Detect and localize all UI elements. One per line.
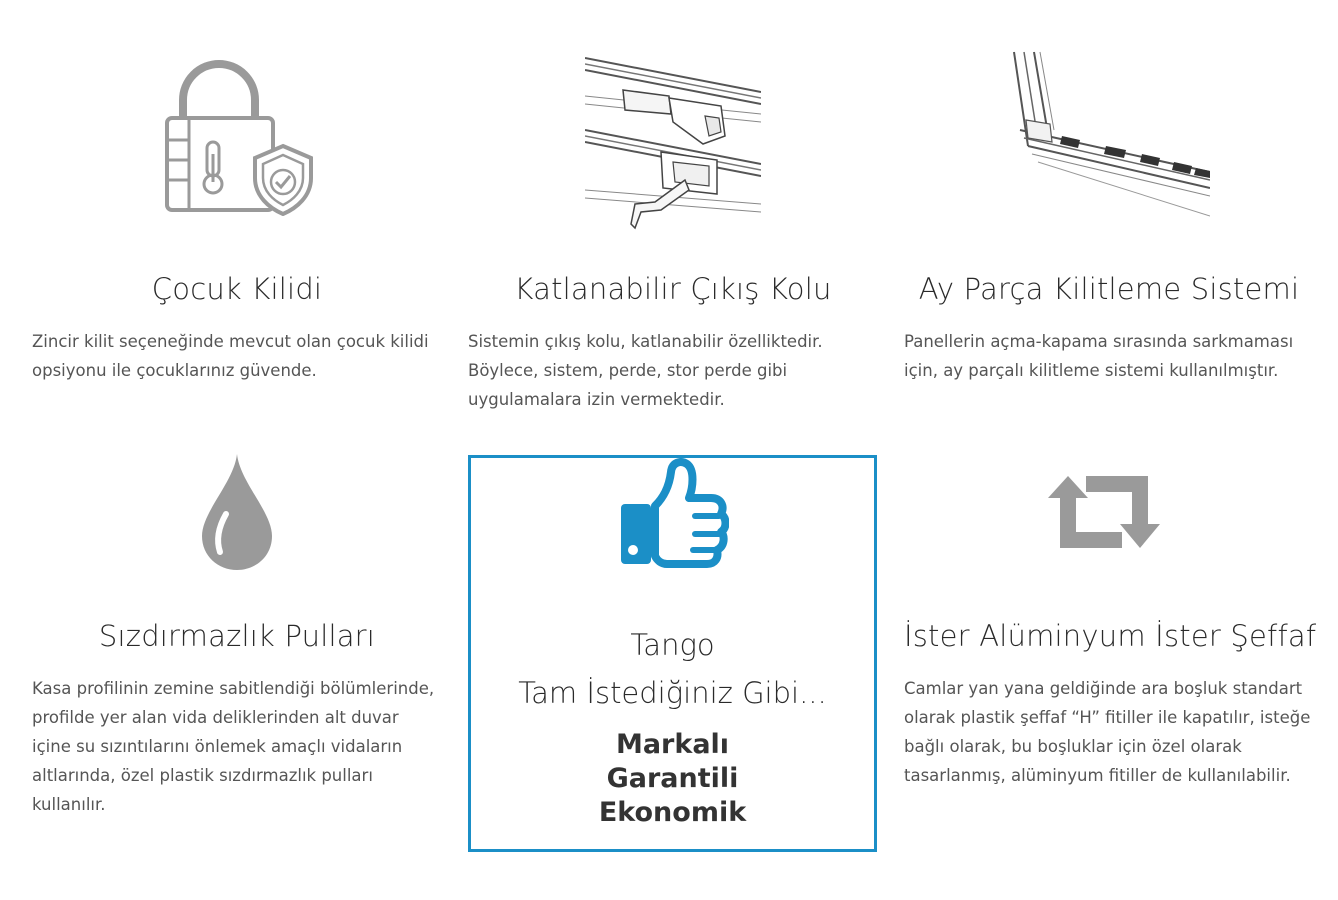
moon-lock-image — [1010, 50, 1210, 226]
feature-title: Çocuk Kilidi — [151, 272, 323, 306]
promo-bullet: Markalı — [615, 729, 730, 760]
feature-card-seal-washers — [32, 440, 442, 814]
feature-description: Kasa profilinin zemine sabitlendiği bölümlerinde, profilde yer alan vida deliklerinden alt duvar içine su sızıntılarını önlemek amaçlı vidaların altlarında, özel plastik sızdırmazlık pulları kullanılır. — [32, 679, 435, 814]
promo-tagline: Tam İstediğiniz Gibi... — [518, 676, 827, 710]
feature-card-aluminium-transparent — [904, 440, 1317, 800]
feature-description: Camlar yan yana geldiğinde ara boşluk standart olarak plastik şeffaf “H” fitiller ile kapatılır, isteğe bağlı olarak, bu boşluklar için özel olarak tasarlanmış, alüminyum fitiller de kullanılabilir. — [904, 679, 1311, 785]
promo-bullet: Garantili — [606, 763, 739, 794]
promo-bullet: Ekonomik — [598, 797, 747, 828]
feature-description: Panellerin açma-kapama sırasında sarkmaması için, ay parçalı kilitleme sistemi kullanılmıştır. — [904, 332, 1294, 380]
feature-description: Zincir kilit seçeneğinde mevcut olan çocuk kilidi opsiyonu ile çocuklarınız güvende. — [32, 332, 429, 380]
feature-card-moon-lock — [904, 40, 1314, 400]
feature-description: Sistemin çıkış kolu, katlanabilir özelliktedir. Böylece, sistem, perde, stor perde gibi uygulamalara izin vermektedir. — [468, 332, 823, 409]
promo-box — [468, 455, 877, 852]
swap-arrows-icon — [1046, 474, 1170, 550]
feature-card-child-lock — [32, 40, 442, 400]
child-lock-icon — [157, 54, 317, 216]
feature-title: Ay Parça Kilitleme Sistemi — [918, 272, 1300, 306]
water-drop-icon — [200, 452, 274, 572]
folding-handle-image — [585, 52, 761, 230]
promo-brand: Tango — [630, 628, 715, 662]
feature-title: Katlanabilir Çıkış Kolu — [514, 272, 832, 306]
thumbs-up-icon — [619, 458, 729, 570]
feature-card-folding-handle — [468, 40, 878, 420]
feature-title: Sızdırmazlık Pulları — [98, 619, 376, 653]
feature-title: İster Alüminyum İster Şeffaf — [904, 619, 1317, 653]
